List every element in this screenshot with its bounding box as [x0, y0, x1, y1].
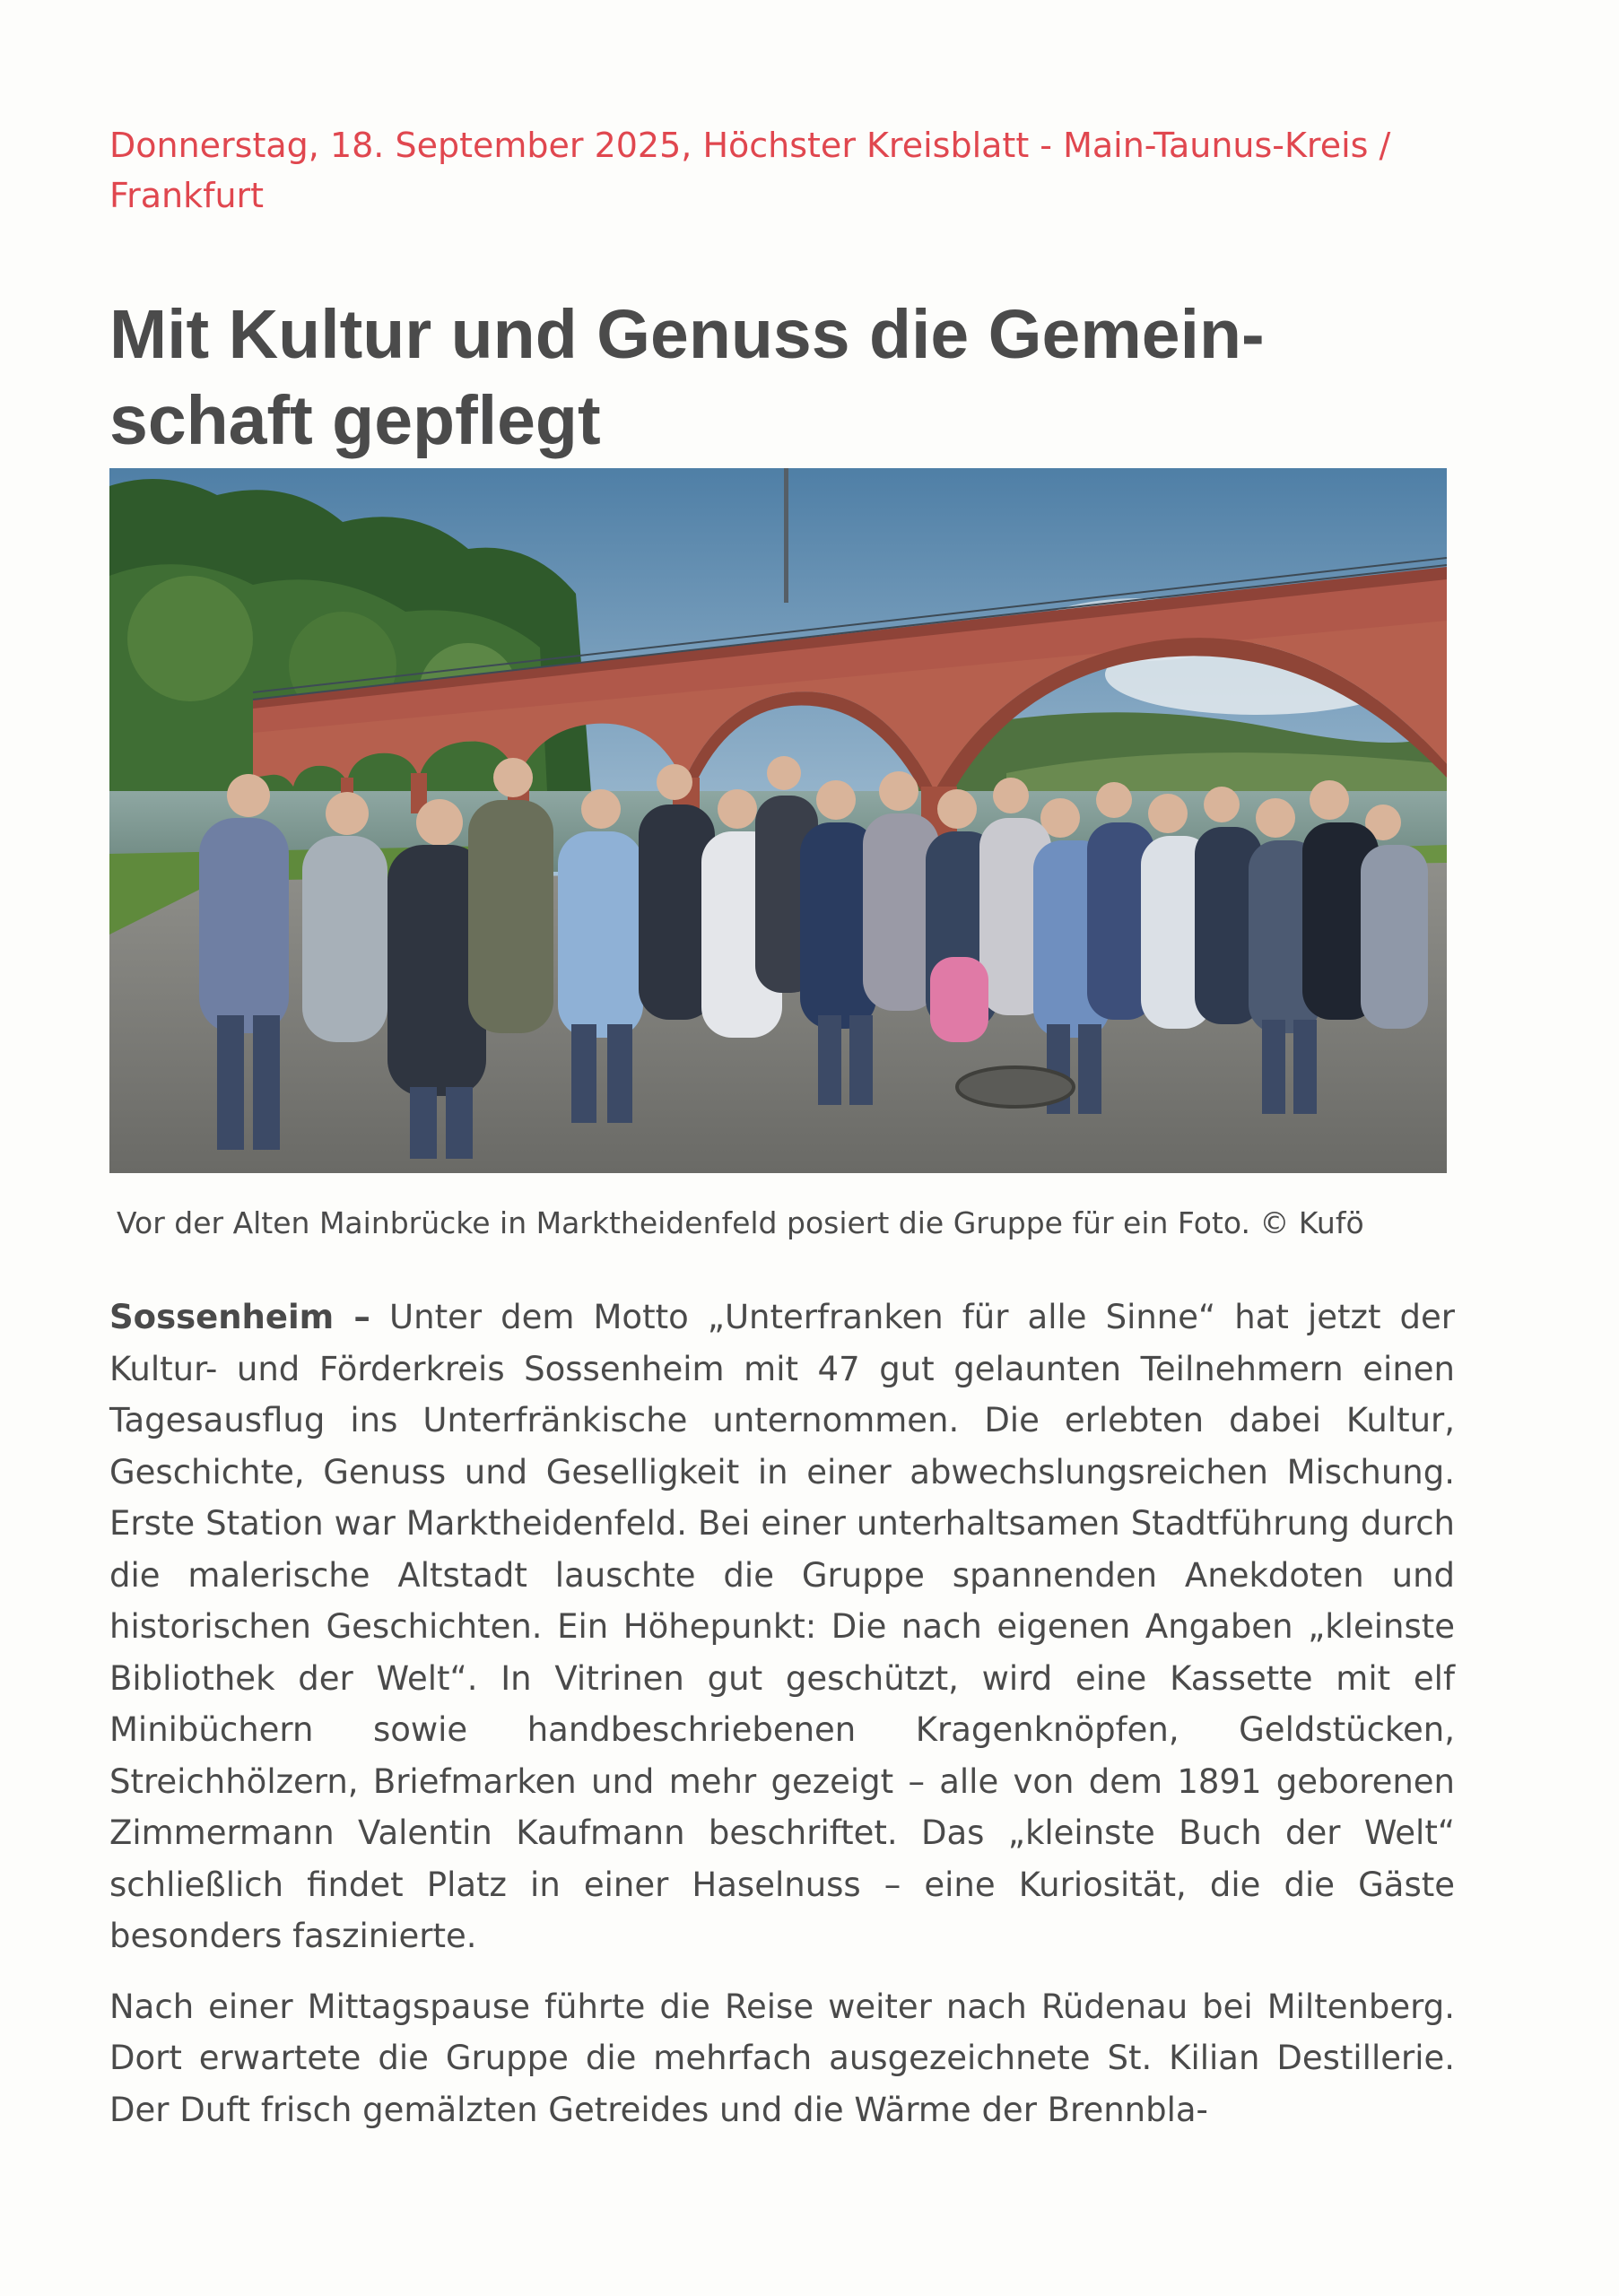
article-headline [109, 291, 1473, 464]
article-body [109, 1292, 1455, 2154]
dateline-line-1: Donnerstag, 18. September 2025, Höchster Kreisblatt - Main-Taunus-Kreis / [109, 126, 1391, 165]
publication-dateline [109, 120, 1455, 221]
article-dateline-place: Sossenheim – [109, 1298, 370, 1336]
photo-caption: Vor der Alten Mainbrücke in Marktheidenfeld posiert die Gruppe für ein Foto. © Kufö [117, 1205, 1364, 1240]
group-photo [109, 468, 1447, 1173]
article-paragraph-2 [109, 1981, 1455, 2136]
headline-line-2: schaft gepflegt [109, 382, 601, 459]
paragraph-2-text: Nach einer Mittagspause führte die Reise weiter nach Rüdenau bei Miltenberg. Dort erwartete die Gruppe die mehrfach ausgezeichnete St. Kilian Destillerie. Der Duft frisch gemälzten Getreides und die Wärme der Brennbla- [109, 1987, 1455, 2129]
headline-line-1: Mit Kultur und Genuss die Gemein- [109, 296, 1265, 373]
dateline-line-2: Frankfurt [109, 176, 265, 215]
article-paragraph-1 [109, 1292, 1455, 1962]
paragraph-1-text: Unter dem Motto „Unterfranken für alle Sinne“ hat jetzt der Kultur- und Förderkreis Sossenheim mit 47 gut gelaunten Teilnehmern einen Tagesausflug ins Unterfränkische unternommen. Die erlebten dabei Kultur, Geschichte, Genuss und Geselligkeit in einer abwechslungsreichen Mischung. Erste Station war Marktheidenfeld. Bei einer unterhaltsamen Stadtführung durch die malerische Altstadt lauschte die Gruppe spannenden Anekdoten und historischen Geschichten. Ein Höhepunkt: Die nach eigenen Angaben „kleinste Bibliothek der Welt“. In Vitrinen gut geschützt, wird eine Kassette mit elf Minibüchern sowie handbeschriebenen Kragenknöpfen, Geldstücken, Streichhölzern, Briefmarken und mehr gezeigt – alle von dem 1891 geborenen Zimmermann Valentin Kaufmann beschriftet. Das „kleinste Buch der Welt“ schließlich findet Platz in einer Haselnuss – eine Kuriosität, die die Gäste besonders faszinierte. [109, 1298, 1456, 1955]
